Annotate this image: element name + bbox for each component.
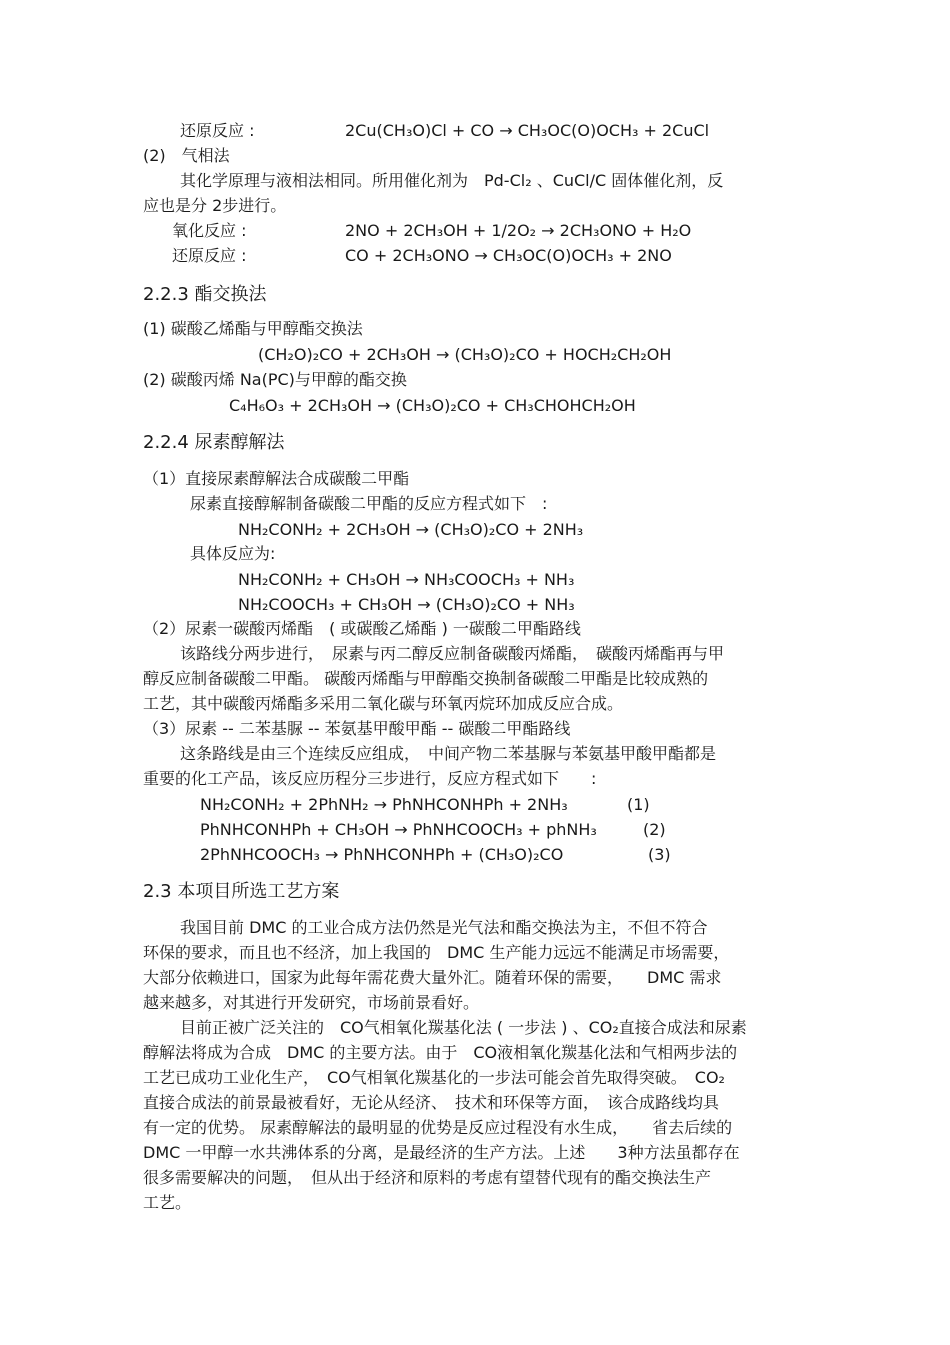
chemical-equation: C₄H₆O₃ + 2CH₃OH → (CH₃O)₂CO + CH₃CHOHCH₂OH [229,396,636,415]
reduction-equation: CO + 2CH₃ONO → CH₃OC(O)OCH₃ + 2NO [345,246,672,265]
list-item: （2）尿素一碳酸丙烯酯 ( 或碳酸乙烯酯 ) 一碳酸二甲酯路线 [143,619,581,638]
reduction-label: 还原反应 : [172,246,247,265]
section-heading: 2.2.4 尿素醇解法 [143,432,285,453]
chemical-equation: NH₂CONH₂ + 2PhNH₂ → PhNHCONHPh + 2NH₃ [200,795,568,814]
paragraph-line: 工艺，其中碳酸丙烯酯多采用二氧化碳与环氧丙烷环加成反应合成。 [143,694,624,713]
list-item-gas-phase: (2) 气相法 [143,146,230,165]
paragraph-line: 越来越多，对其进行开发研究，市场前景看好。 [143,993,480,1012]
paragraph-line: 有一定的优势。 尿素醇解法的最明显的优势是反应过程没有水生成， 省去后续的 [143,1118,733,1137]
paragraph-line: 重要的化工产品，该反应历程分三步进行，反应方程式如下 : [143,769,597,788]
chemical-equation: PhNHCONHPh + CH₃OH → PhNHCOOCH₃ + phNH₃ [200,820,597,839]
paragraph-line: 尿素直接醇解制备碳酸二甲酯的反应方程式如下 : [190,494,548,513]
paragraph-line: 其化学原理与液相法相同。所用催化剂为 Pd-Cl₂ 、CuCl/C 固体催化剂，反 [180,171,724,190]
chemical-equation: NH₂COOCH₃ + CH₃OH → (CH₃O)₂CO + NH₃ [238,595,575,614]
equation-number: (3) [648,845,671,864]
paragraph-line: DMC 一甲醇一水共沸体系的分离，是最经济的生产方法。上述 3种方法虽都存在 [143,1143,740,1162]
list-item: （3）尿素 -- 二苯基脲 -- 苯氨基甲酸甲酯 -- 碳酸二甲酯路线 [143,719,571,738]
paragraph-line: 环保的要求，而且也不经济，加上我国的 DMC 生产能力远远不能满足市场需要， [143,943,730,962]
paragraph-line: 目前正被广泛关注的 CO气相氧化羰基化法 ( 一步法 ) 、CO₂直接合成法和尿素 [180,1018,747,1037]
oxidation-label: 氧化反应 : [172,221,247,240]
reduction-label: 还原反应 : [180,121,255,140]
paragraph-line: 我国目前 DMC 的工业合成方法仍然是光气法和酯交换法为主，不但不符合 [180,918,708,937]
paragraph-line: 应也是分 2步进行。 [143,196,287,215]
paragraph-line: 醇解法将成为合成 DMC 的主要方法。由于 CO液相氧化羰基化法和气相两步法的 [143,1043,738,1062]
paragraph-line: 工艺已成功工业化生产， CO气相氧化羰基化的一步法可能会首先取得突破。 CO₂ [143,1068,725,1087]
paragraph-line: 直接合成法的前景最被看好，无论从经济、 技术和环保等方面， 该合成路线均具 [143,1093,720,1112]
chemical-equation: NH₂CONH₂ + 2CH₃OH → (CH₃O)₂CO + 2NH₃ [238,520,584,539]
oxidation-equation: 2NO + 2CH₃OH + 1/2O₂ → 2CH₃ONO + H₂O [345,221,692,240]
paragraph-line: 该路线分两步进行， 尿素与丙二醇反应制备碳酸丙烯酯， 碳酸丙烯酯再与甲 [180,644,725,663]
list-item: （1）直接尿素醇解法合成碳酸二甲酯 [143,469,410,488]
list-item: (1) 碳酸乙烯酯与甲醇酯交换法 [143,319,363,338]
equation-number: (2) [643,820,666,839]
paragraph-line: 具体反应为: [190,544,276,563]
section-heading: 2.3 本项目所选工艺方案 [143,881,340,902]
paragraph-line: 这条路线是由三个连续反应组成， 中间产物二苯基脲与苯氨基甲酸甲酯都是 [180,744,717,763]
chemical-equation: NH₂CONH₂ + CH₃OH → NH₃COOCH₃ + NH₃ [238,570,575,589]
paragraph-line: 工艺。 [143,1193,192,1212]
equation-number: (1) [627,795,650,814]
paragraph-line: 大部分依赖进口，国家为此每年需花费大量外汇。随着环保的需要， DMC 需求 [143,968,722,987]
list-item: (2) 碳酸丙烯 Na(PC)与甲醇的酯交换 [143,370,407,389]
reduction-equation: 2Cu(CH₃O)Cl + CO → CH₃OC(O)OCH₃ + 2CuCl [345,121,710,140]
chemical-equation: (CH₂O)₂CO + 2CH₃OH → (CH₃O)₂CO + HOCH₂CH₂OH [258,345,672,364]
paragraph-line: 很多需要解决的问题， 但从出于经济和原料的考虑有望替代现有的酯交换法生产 [143,1168,712,1187]
chemical-equation: 2PhNHCOOCH₃ → PhNHCONHPh + (CH₃O)₂CO [200,845,564,864]
paragraph-line: 醇反应制备碳酸二甲酯。 碳酸丙烯酯与甲醇酯交换制备碳酸二甲酯是比较成熟的 [143,669,709,688]
section-heading: 2.2.3 酯交换法 [143,284,267,305]
